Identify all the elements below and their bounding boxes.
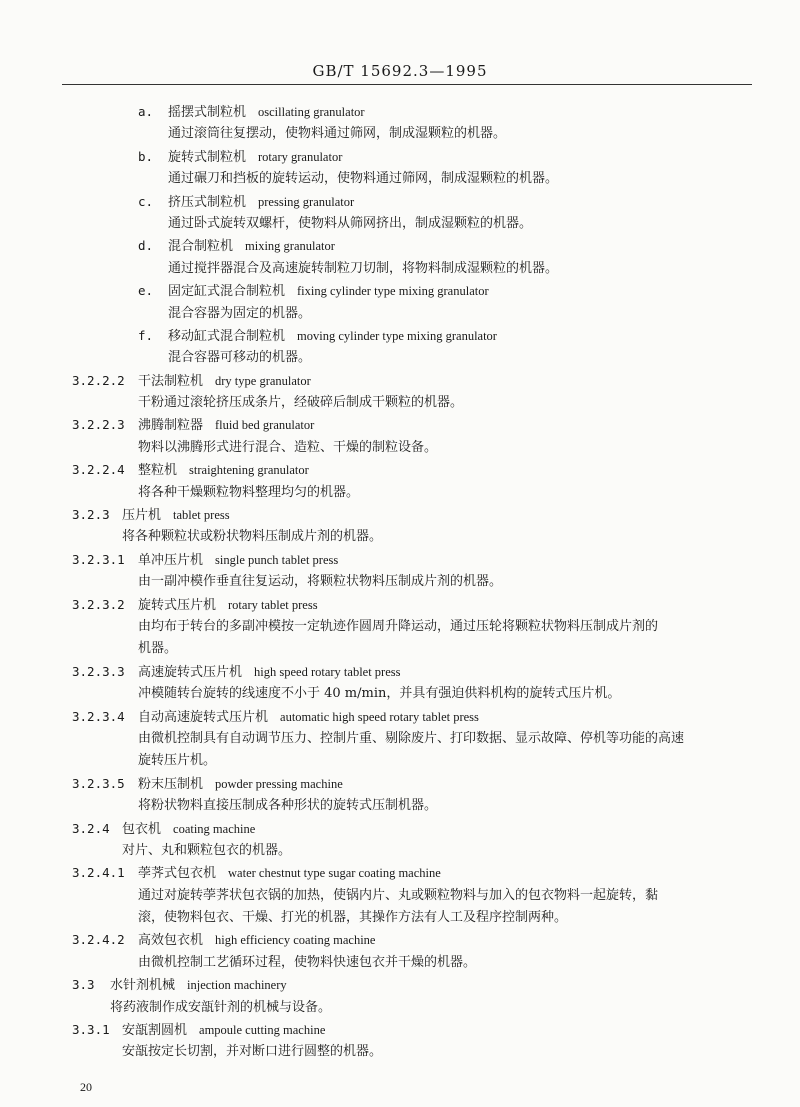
- term-en: oscillating granulator: [258, 105, 365, 119]
- entry-code: 3.2.2.3: [72, 417, 125, 433]
- entry-definition-line: [0, 952, 800, 974]
- entry-definition-line: [0, 795, 800, 817]
- entry-term: [138, 929, 375, 952]
- entry-term: [138, 773, 343, 796]
- entry-definition: 由微机控制工艺循环过程，使物料快速包衣并干燥的机器。: [138, 954, 477, 970]
- entry-code: 3.3.1: [72, 1022, 110, 1038]
- entry-heading: [0, 974, 800, 996]
- entry-code: 3.2.4.1: [72, 865, 125, 881]
- entry-definition: 通过卧式旋转双螺杆，使物料从筛网挤出，制成湿颗粒的机器。: [168, 215, 533, 231]
- entry-heading: [0, 929, 800, 951]
- entry-heading: [0, 862, 800, 884]
- entry-definition: 物料以沸腾形式进行混合、造粒、干燥的制粒设备。: [138, 439, 438, 455]
- entry-definition: 通过碾刀和挡板的旋转运动，使物料通过筛网，制成湿颗粒的机器。: [168, 171, 559, 187]
- entry-definition-line: [0, 437, 800, 459]
- entry-label: c.: [138, 193, 154, 209]
- entry-definition-line: [0, 907, 800, 929]
- entry-definition: 由均布于转台的多副冲模按一定轨迹作圆周升降运动，通过压轮将颗粒状物料压制成片剂的: [138, 618, 659, 634]
- entry-term: [138, 414, 314, 437]
- term-en: water chestnut type sugar coating machine: [228, 866, 441, 881]
- entry-definition-line: [0, 638, 800, 660]
- term-zh: 压片机: [122, 508, 162, 524]
- term-en: fixing cylinder type mixing granulator: [297, 284, 489, 299]
- entry-definition-line: [0, 258, 800, 280]
- entry-term: [138, 594, 318, 617]
- term-zh: 挤压式制粒机: [168, 194, 247, 210]
- entry-definition-line: [0, 482, 800, 504]
- entry-term: [168, 325, 497, 348]
- entry-heading: [0, 370, 800, 392]
- entry-definition-line: [0, 728, 800, 750]
- term-en: straightening granulator: [189, 463, 309, 478]
- term-zh: 旋转式制粒机: [168, 149, 247, 165]
- entry-heading: [0, 280, 800, 302]
- entry-definition-line: [0, 840, 800, 862]
- term-zh: 旋转式压片机: [138, 597, 217, 613]
- entry-definition-line: [0, 168, 800, 190]
- entry-heading: [0, 594, 800, 616]
- entry-heading: [0, 504, 800, 526]
- entry-heading: [0, 325, 800, 347]
- term-en: coating machine: [173, 821, 256, 836]
- term-en: rotary granulator: [258, 149, 343, 164]
- entry-definition: 混合容器为固定的机器。: [168, 305, 312, 321]
- entry-definition: 通过对旋转荸荠状包衣锅的加热，使锅内片、丸或颗粒物料与加入的包衣物料一起旋转，黏: [138, 887, 659, 903]
- term-en: moving cylinder type mixing granulator: [297, 328, 497, 343]
- term-en: high speed rotary tablet press: [254, 664, 401, 679]
- term-en: tablet press: [173, 508, 230, 523]
- entry-term: [138, 706, 479, 729]
- term-en: ampoule cutting machine: [199, 1023, 326, 1038]
- document-header: GB/T 15692.3—1995: [312, 62, 488, 80]
- term-en: powder pressing machine: [215, 776, 343, 791]
- entry-definition-line: [0, 213, 800, 235]
- term-en: automatic high speed rotary tablet press: [280, 709, 479, 724]
- entry-code: 3.2.4: [72, 820, 110, 836]
- entry-definition: 通过滚筒往复摆动，使物料通过筛网，制成湿颗粒的机器。: [168, 126, 507, 142]
- entry-definition-line: [0, 526, 800, 548]
- entry-code: 3.2.3.4: [72, 708, 125, 724]
- term-zh: 干法制粒机: [138, 373, 204, 389]
- term-en: rotary tablet press: [228, 597, 318, 612]
- entry-term: [138, 370, 311, 393]
- entry-term: [168, 235, 335, 258]
- term-zh: 混合制粒机: [168, 239, 234, 255]
- term-zh: 荸荠式包衣机: [138, 866, 217, 882]
- term-zh: 包衣机: [122, 821, 162, 837]
- term-zh: 固定缸式混合制粒机: [168, 284, 286, 300]
- entry-label: a.: [138, 104, 154, 119]
- entry-definition: 将各种干燥颗粒物料整理均匀的机器。: [138, 484, 360, 500]
- entry-definition-line: [0, 1041, 800, 1063]
- term-zh: 移动缸式混合制粒机: [168, 328, 286, 344]
- entry-definition: 机器。: [138, 641, 178, 657]
- entry-heading: [0, 191, 800, 213]
- term-en: high efficiency coating machine: [215, 933, 376, 948]
- term-zh: 自动高速旋转式压片机: [138, 709, 269, 725]
- entry-heading: [0, 818, 800, 840]
- entry-definition: 将药液制作成安瓿针剂的机械与设备。: [110, 999, 332, 1015]
- entry-label: e.: [138, 283, 154, 299]
- entry-definition-line: [0, 123, 800, 145]
- entry-heading: [0, 414, 800, 436]
- term-en: dry type granulator: [215, 373, 311, 388]
- entry-code: 3.2.3: [72, 507, 110, 523]
- entry-label: f.: [138, 327, 154, 343]
- entry-heading: [0, 706, 800, 728]
- entry-definition: 冲模随转台旋转的线速度不小于 40 m/min，并具有强迫供料机构的旋转式压片机。: [138, 686, 621, 702]
- entry-definition-line: [0, 616, 800, 638]
- entry-term: [138, 549, 338, 572]
- entry-term: [110, 974, 287, 997]
- entry-label: d.: [138, 238, 154, 254]
- entry-heading: [0, 459, 800, 481]
- entry-code: 3.3: [72, 977, 95, 993]
- entry-definition-line: [0, 885, 800, 907]
- entry-term: [168, 146, 342, 169]
- entry-definition-line: [0, 392, 800, 414]
- term-zh: 水针剂机械: [110, 978, 176, 994]
- entry-definition-line: [0, 683, 800, 705]
- entry-definition: 安瓿按定长切割，并对断口进行圆整的机器。: [122, 1044, 383, 1060]
- entry-term: [168, 101, 365, 124]
- entry-definition: 旋转压片机。: [138, 753, 217, 769]
- term-en: injection machinery: [187, 978, 287, 993]
- page-number: 20: [80, 1080, 92, 1094]
- entry-definition: 对片、丸和颗粒包衣的机器。: [122, 842, 292, 858]
- entry-term: [168, 191, 354, 214]
- entry-code: 3.2.3.5: [72, 775, 125, 791]
- entry-definition-line: [0, 750, 800, 772]
- entry-definition: 通过搅拌器混合及高速旋转制粒刀切制，将物料制成湿颗粒的机器。: [168, 260, 559, 276]
- entry-term: [138, 862, 441, 885]
- term-en: pressing granulator: [258, 194, 355, 209]
- entry-code: 3.2.2.4: [72, 462, 125, 478]
- entry-term: [122, 818, 255, 841]
- entry-definition: 干粉通过滚轮挤压成条片，经破碎后制成干颗粒的机器。: [138, 395, 464, 411]
- document-body: [0, 101, 800, 1064]
- entry-definition-line: [0, 997, 800, 1019]
- entry-term: [138, 661, 401, 684]
- entry-heading: [0, 661, 800, 683]
- entry-term: [138, 459, 309, 482]
- entry-definition: 滚，使物料包衣、干燥、打光的机器，其操作方法有人工及程序控制两种。: [138, 910, 568, 926]
- term-en: single punch tablet press: [215, 552, 339, 567]
- entry-code: 3.2.4.2: [72, 932, 125, 948]
- term-zh: 高效包衣机: [138, 933, 204, 949]
- entry-code: 3.2.3.1: [72, 551, 125, 567]
- entry-definition-line: [0, 571, 800, 593]
- term-zh: 单冲压片机: [138, 552, 204, 568]
- entry-definition: 由微机控制具有自动调节压力、控制片重、剔除废片、打印数据、显示故障、停机等功能的高速: [138, 730, 685, 746]
- term-zh: 粉末压制机: [138, 776, 204, 792]
- entry-heading: [0, 773, 800, 795]
- entry-label: b.: [138, 148, 154, 164]
- entry-definition-line: [0, 347, 800, 369]
- term-en: mixing granulator: [245, 239, 335, 254]
- entry-definition: 混合容器可移动的机器。: [168, 350, 312, 366]
- header-rule: [62, 84, 752, 85]
- entry-heading: [0, 549, 800, 571]
- entry-term: [122, 504, 230, 527]
- term-en: fluid bed granulator: [215, 418, 315, 433]
- entry-code: 3.2.3.2: [72, 596, 125, 612]
- term-zh: 摇摆式制粒机: [168, 105, 247, 120]
- entry-definition-line: [0, 303, 800, 325]
- entry-definition: 将各种颗粒状或粉状物料压制成片剂的机器。: [122, 529, 383, 545]
- entry-term: [122, 1019, 325, 1042]
- entry-definition: 由一副冲模作垂直往复运动，将颗粒状物料压制成片剂的机器。: [138, 574, 503, 590]
- term-zh: 高速旋转式压片机: [138, 664, 243, 680]
- entry-code: 3.2.2.2: [72, 372, 125, 388]
- term-zh: 沸腾制粒器: [138, 418, 204, 434]
- entry-term: [168, 280, 489, 303]
- term-zh: 整粒机: [138, 463, 178, 479]
- entry-heading: [0, 101, 800, 123]
- term-zh: 安瓿割圆机: [122, 1023, 188, 1039]
- entry-definition: 将粉状物料直接压制成各种形状的旋转式压制机器。: [138, 798, 438, 814]
- entry-heading: [0, 1019, 800, 1041]
- entry-heading: [0, 235, 800, 257]
- entry-heading: [0, 146, 800, 168]
- entry-code: 3.2.3.3: [72, 663, 125, 679]
